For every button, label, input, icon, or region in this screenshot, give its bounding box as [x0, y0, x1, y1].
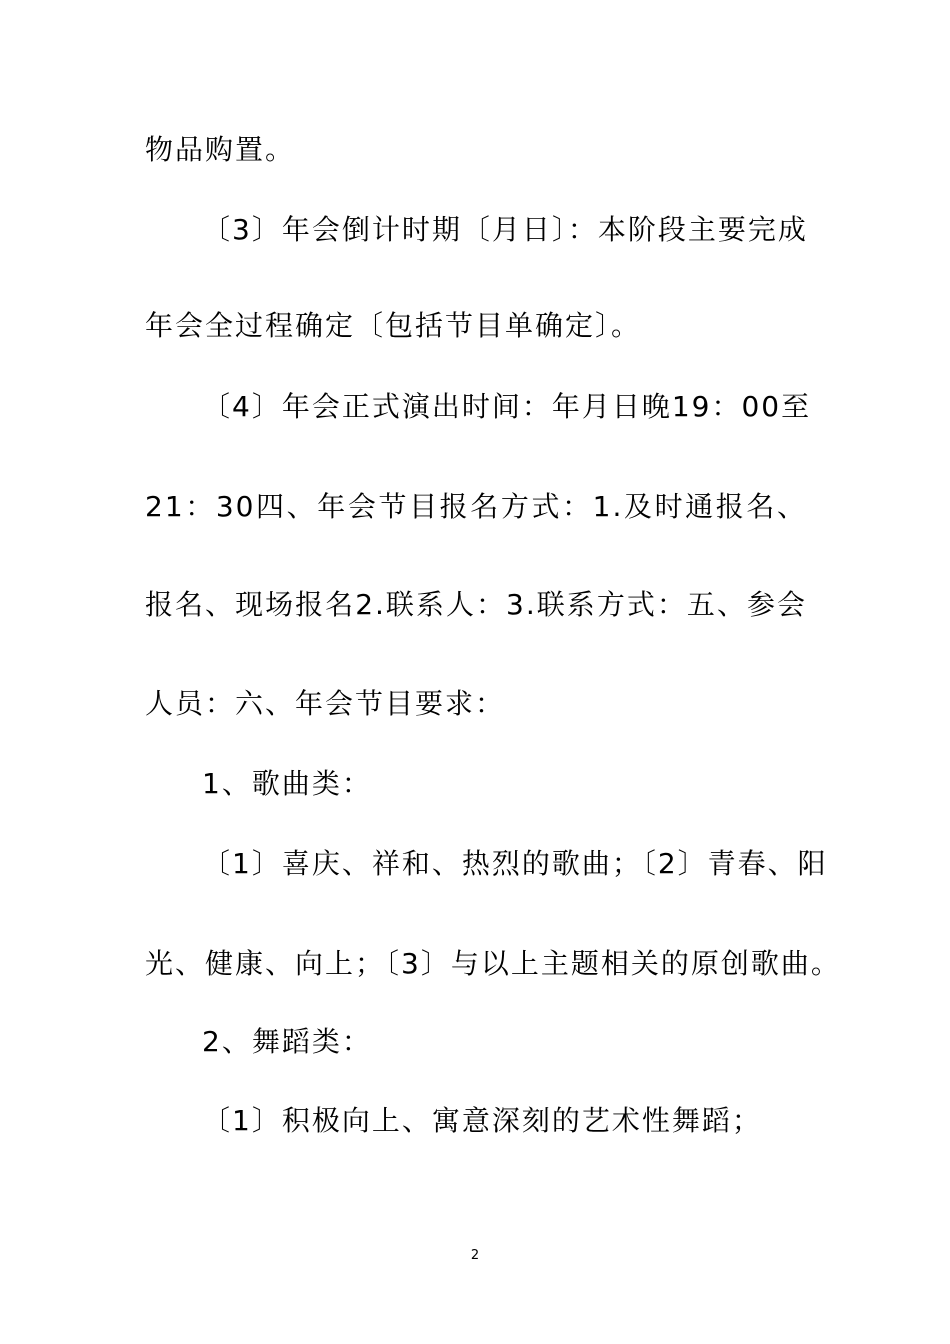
text-line-3: 年会全过程确定〔包括节目单确定〕。 [145, 309, 642, 342]
text-line-8: 1、歌曲类： [202, 767, 372, 800]
text-line-4: 〔4〕年会正式演出时间：年月日晚19：00至 [202, 390, 812, 423]
text-line-10: 光、健康、向上；〔3〕与以上主题相关的原创歌曲。 [145, 947, 841, 980]
text-line-5: 21：30四、年会节目报名方式：1.及时通报名、 [145, 490, 807, 523]
text-line-1: 物品购置。 [145, 133, 296, 166]
text-line-2: 〔3〕年会倒计时期〔月日〕：本阶段主要完成 [202, 213, 808, 246]
page-number: 2 [470, 1248, 480, 1263]
text-line-11: 2、舞蹈类： [202, 1025, 372, 1058]
text-line-9: 〔1〕喜庆、祥和、热烈的歌曲；〔2〕青春、阳 [202, 847, 828, 880]
text-line-12: 〔1〕积极向上、寓意深刻的艺术性舞蹈； [202, 1104, 762, 1137]
text-line-6: 报名、现场报名2.联系人：3.联系方式：五、参会 [145, 588, 807, 621]
text-line-7: 人员：六、年会节目要求： [145, 687, 506, 720]
